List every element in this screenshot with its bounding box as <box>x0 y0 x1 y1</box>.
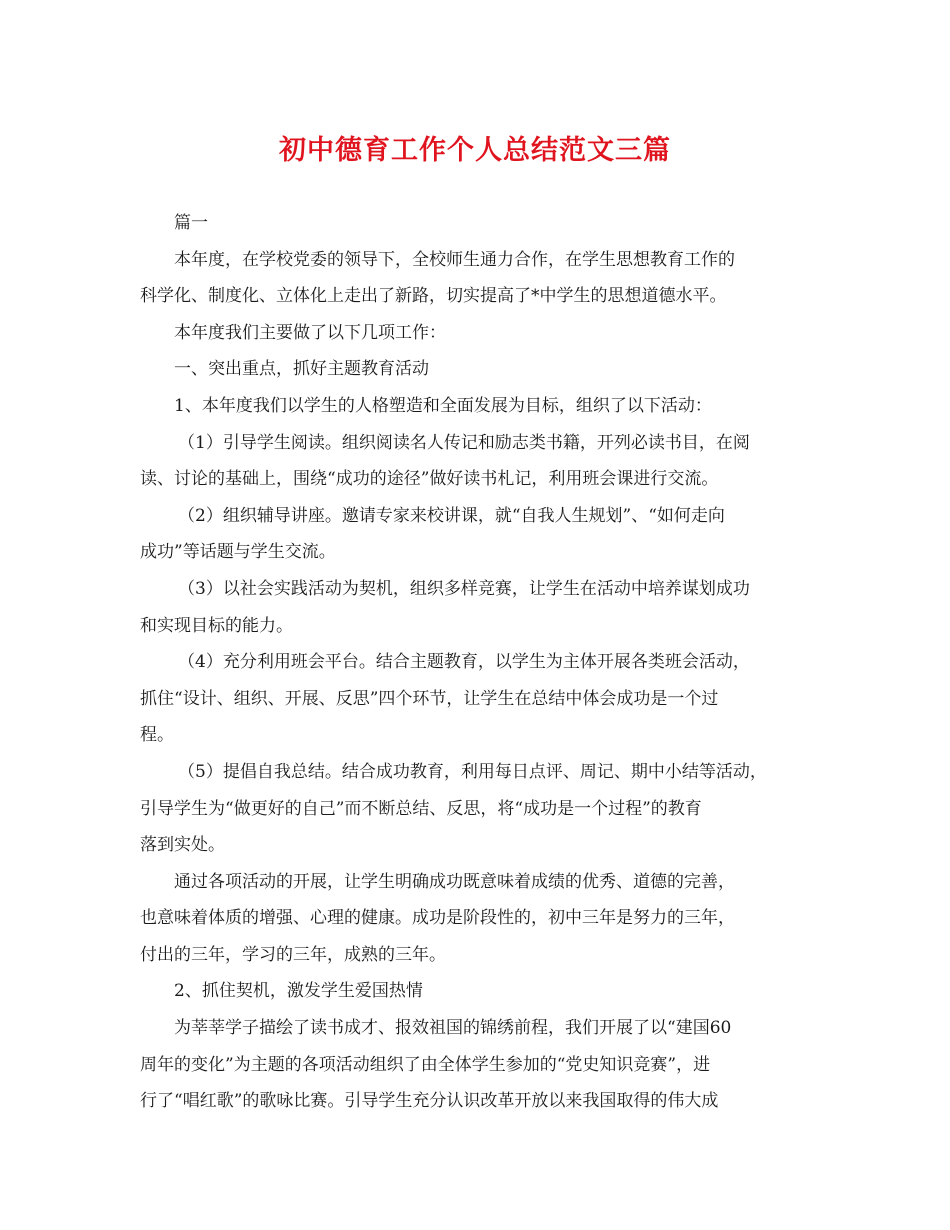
text-line: 一、突出重点，抓好主题教育活动 <box>174 359 429 380</box>
paragraph <box>140 1010 820 1120</box>
text-line: 成功”等话题与学生交流。 <box>140 542 336 563</box>
text-line: 落到实处。 <box>140 835 225 856</box>
text-line: 也意味着体质的增强、心理的健康。成功是阶段性的，初中三年是努力的三年， <box>140 908 735 929</box>
paragraph <box>140 571 820 644</box>
text-line: （5）提倡自我总结。结合成功教育，利用每日点评、周记、期中小结等活动， <box>178 761 767 782</box>
text-line: 行了“唱红歌”的歌咏比赛。引导学生充分认识改革开放以来我国取得的伟大成 <box>140 1091 719 1112</box>
paragraph <box>140 498 820 571</box>
text-line: 篇一 <box>174 213 208 233</box>
document-body <box>140 205 820 1120</box>
paragraph <box>140 242 820 315</box>
text-line: 本年度，在学校党委的领导下，全校师生通力合作，在学生思想教育工作的 <box>174 249 735 270</box>
text-line: 2、抓住契机，激发学生爱国热情 <box>174 981 423 1002</box>
paragraph <box>140 388 820 425</box>
text-line: （1）引导学生阅读。组织阅读名人传记和励志类书籍，开列必读书目，在阅 <box>178 432 750 453</box>
paragraph <box>140 205 820 242</box>
text-line: 抓住“设计、组织、开展、反思”四个环节，让学生在总结中体会成功是一个过 <box>140 688 719 709</box>
text-line: （2）组织辅导讲座。邀请专家来校讲课，就“自我人生规划”、“如何走向 <box>178 505 725 526</box>
section-heading <box>140 973 820 1010</box>
text-line: 引导学生为“做更好的自己”而不断总结、反思，将“成功是一个过程”的教育 <box>140 798 702 819</box>
text-line: （4）充分利用班会平台。结合主题教育，以学生为主体开展各类班会活动， <box>178 652 750 673</box>
text-line: 和实现目标的能力。 <box>140 615 293 636</box>
text-line: 付出的三年，学习的三年，成熟的三年。 <box>140 944 446 965</box>
document-title: 初中德育工作个人总结范文三篇 <box>279 135 671 166</box>
paragraph <box>140 425 820 498</box>
paragraph <box>140 315 820 352</box>
text-line: 科学化、制度化、立体化上走出了新路，切实提高了*中学生的思想道德水平。 <box>140 286 727 307</box>
text-line: 1、本年度我们以学生的人格塑造和全面发展为目标，组织了以下活动： <box>174 395 712 416</box>
paragraph <box>140 644 820 754</box>
text-line: 为莘莘学子描绘了读书成才、报效祖国的锦绣前程，我们开展了以“建国60 <box>174 1018 732 1039</box>
paragraph <box>140 864 820 974</box>
text-line: 本年度我们主要做了以下几项工作： <box>174 322 446 343</box>
text-line: 读、讨论的基础上，围绕“成功的途径”做好读书札记，利用班会课进行交流。 <box>140 469 719 490</box>
paragraph <box>140 754 820 864</box>
text-line: 通过各项活动的开展，让学生明确成功既意味着成绩的优秀、道德的完善， <box>174 871 735 892</box>
text-line: （3）以社会实践活动为契机，组织多样竞赛，让学生在活动中培养谋划成功 <box>178 578 750 599</box>
section-heading <box>140 351 820 388</box>
text-line: 程。 <box>140 725 174 746</box>
text-line: 周年的变化”为主题的各项活动组织了由全体学生参加的“党史知识竞赛”，进 <box>140 1054 711 1075</box>
